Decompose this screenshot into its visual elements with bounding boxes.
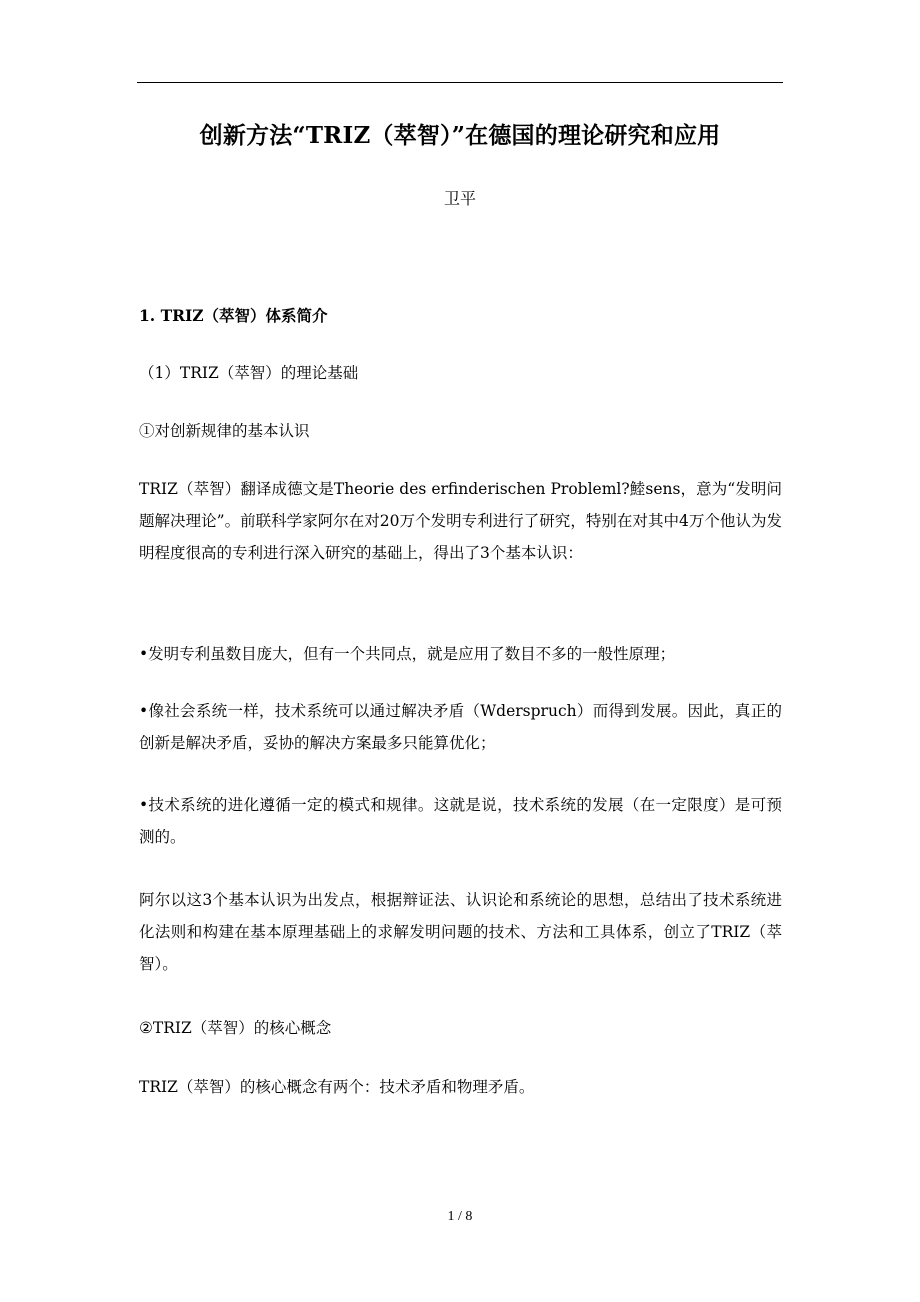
- item1-heading: ①对创新规律的基本认识: [139, 422, 310, 440]
- document-author: 卫平: [443, 189, 476, 208]
- page-number: 1 / 8: [447, 1209, 473, 1224]
- intro-paragraph: TRIZ（萃智）翻译成德文是Theorie des erfinderischen Probleml?鯥sens，意为“发明问题解决理论”。前联科学家阿尔在对20万个发明专利进行了研究，特别在对其中4万个他认为发明程度很高的专利进行深入研究的基础上，得出了3个基本认识：: [139, 480, 782, 562]
- bullet-item-2: •像社会系统一样，技术系统可以通过解决矛盾（Wderspruch）而得到发展。因此，真正的创新是解决矛盾，妥协的解决方案最多只能算优化；: [139, 702, 782, 752]
- document-title: 创新方法“TRIZ（萃智）”在德国的理论研究和应用: [199, 122, 721, 149]
- bullet-item-3: •技术系统的进化遵循一定的模式和规律。这就是说，技术系统的发展（在一定限度）是可预测的。: [139, 796, 782, 846]
- core-concept-paragraph: TRIZ（萃智）的核心概念有两个：技术矛盾和物理矛盾。: [139, 1078, 535, 1096]
- subsection-heading: （1）TRIZ（萃智）的理论基础: [139, 364, 359, 382]
- header-rule: [137, 82, 783, 83]
- item2-heading: ②TRIZ（萃智）的核心概念: [139, 1019, 332, 1037]
- section-heading: 1. TRIZ（萃智）体系简介: [139, 306, 328, 325]
- summary-paragraph: 阿尔以这3个基本认识为出发点，根据辩证法、认识论和系统论的思想，总结出了技术系统进化法则和构建在基本原理基础上的求解发明问题的技术、方法和工具体系，创立了TRIZ（萃智）。: [139, 891, 782, 973]
- bullet-item-1: •发明专利虽数目庞大，但有一个共同点，就是应用了数目不多的一般性原理；: [139, 645, 676, 663]
